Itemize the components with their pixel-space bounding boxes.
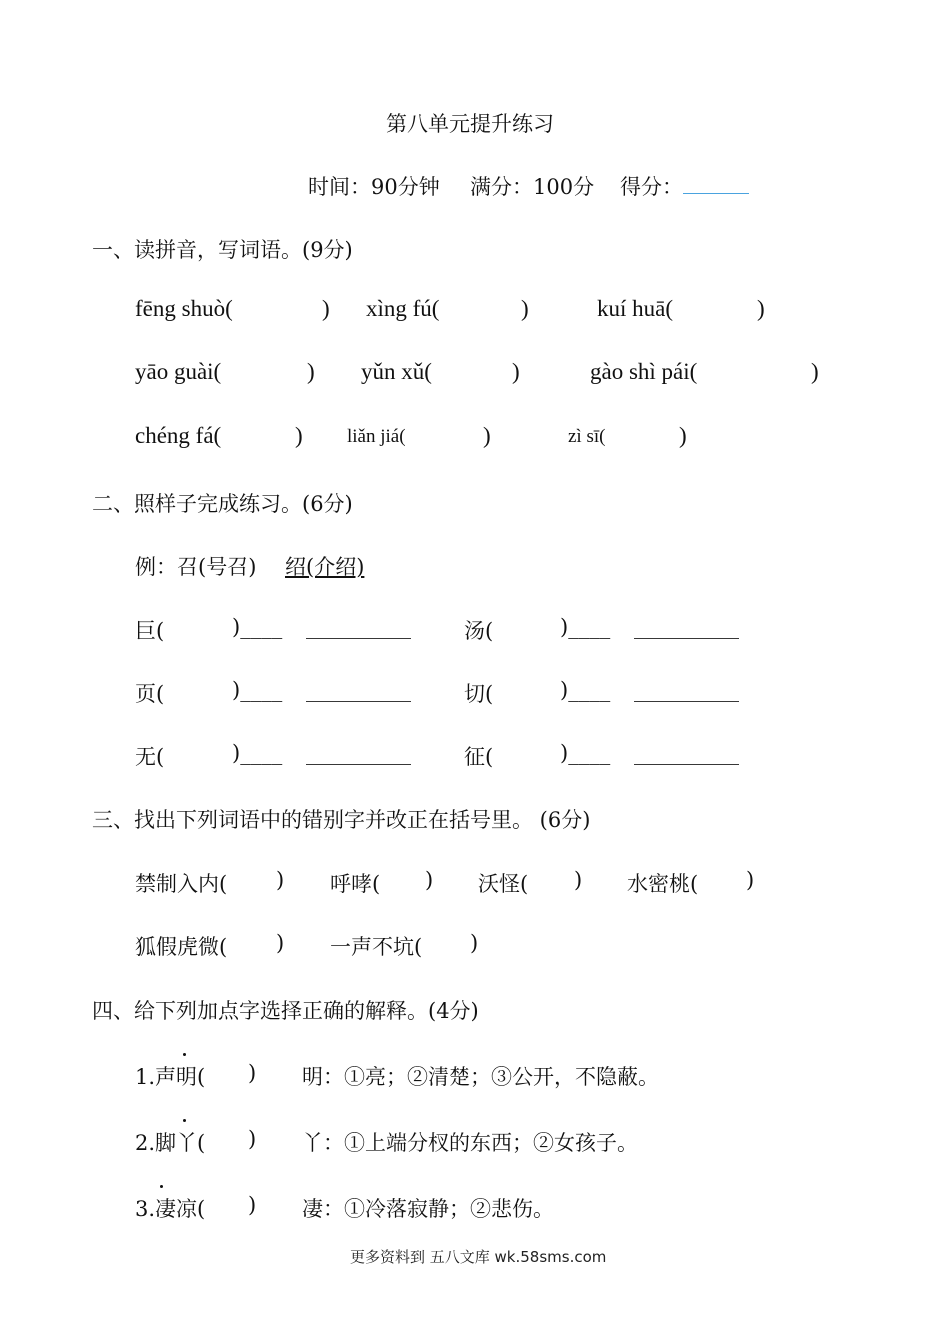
char-blank: )____ <box>232 678 283 702</box>
dotted-close: ) <box>248 1193 257 1217</box>
word-blank: __________ <box>306 678 411 702</box>
error-word: 呼哮( <box>330 872 381 896</box>
pinyin-close: ) <box>483 423 491 448</box>
pinyin-item: liǎn jiá( <box>347 426 406 447</box>
word-blank: __________ <box>634 615 739 639</box>
pinyin-close: ) <box>521 296 529 321</box>
pinyin-item: chéng fá( <box>135 423 222 448</box>
pinyin-item: xìng fú( <box>366 296 440 321</box>
word-blank: __________ <box>306 741 411 765</box>
pinyin-item: fēng shuò( <box>135 296 233 321</box>
dotted-close: ) <box>248 1127 257 1151</box>
pinyin-close: ) <box>307 359 315 384</box>
error-word: 一声不坑( <box>330 935 423 959</box>
example-answer: 绍(介绍) <box>285 555 365 579</box>
pinyin-item: kuí huā( <box>597 296 674 321</box>
meaning: 丫：①上端分杈的东西；②女孩子。 <box>302 1131 638 1155</box>
section2-heading: 二、照样子完成练习。(6分) <box>92 492 353 516</box>
pinyin-close: ) <box>512 359 520 384</box>
section4-heading: 四、给下列加点字选择正确的解释。(4分) <box>92 999 479 1023</box>
char-blank: )____ <box>560 741 611 765</box>
full-score-label: 满分：100分 <box>470 175 595 199</box>
char-blank: )____ <box>232 741 283 765</box>
score-label-text: 得分： <box>620 175 683 199</box>
pinyin-item: yǔn xǔ( <box>361 359 432 384</box>
score-label <box>620 171 749 201</box>
error-close: ) <box>470 931 479 955</box>
dotted-close: ) <box>248 1061 257 1085</box>
error-close: ) <box>276 868 285 892</box>
error-close: ) <box>425 868 434 892</box>
error-word: 狐假虎微( <box>135 935 228 959</box>
emphasis-dot <box>160 1185 163 1188</box>
pinyin-close: ) <box>757 296 765 321</box>
char-item: 页( <box>135 682 165 706</box>
pinyin-item: gào shì pái( <box>590 359 698 384</box>
pinyin-close: ) <box>322 296 330 321</box>
score-blank[interactable] <box>683 173 749 194</box>
example-prefix: 例：召(号召) <box>135 555 257 579</box>
char-item: 切( <box>464 682 494 706</box>
pinyin-close: ) <box>295 423 303 448</box>
pinyin-item: yāo guài( <box>135 359 222 384</box>
meaning: 明：①亮；②清楚；③公开，不隐蔽。 <box>302 1065 659 1089</box>
page-title: 第八单元提升练习 <box>386 112 554 136</box>
word-blank: __________ <box>306 615 411 639</box>
char-item: 汤( <box>464 619 494 643</box>
dotted-word: 2.脚丫( <box>135 1131 206 1155</box>
error-close: ) <box>276 931 285 955</box>
char-blank: )____ <box>560 678 611 702</box>
error-word: 禁制入内( <box>135 872 228 896</box>
word-blank: __________ <box>634 741 739 765</box>
section1-heading: 一、读拼音，写词语。(9分) <box>92 238 353 262</box>
time-label: 时间：90分钟 <box>308 175 440 199</box>
emphasis-dot <box>183 1119 186 1122</box>
char-blank: )____ <box>560 615 611 639</box>
char-item: 征( <box>464 745 494 769</box>
word-blank: __________ <box>634 678 739 702</box>
dotted-word: 1.声明( <box>135 1065 206 1089</box>
pinyin-item: zì sī( <box>568 426 606 447</box>
error-close: ) <box>574 868 583 892</box>
pinyin-close: ) <box>811 359 819 384</box>
char-item: 巨( <box>135 619 165 643</box>
section3-heading: 三、找出下列词语中的错别字并改正在括号里。 (6分) <box>92 808 591 832</box>
error-word: 水密桃( <box>627 872 699 896</box>
error-close: ) <box>746 868 755 892</box>
char-item: 无( <box>135 745 165 769</box>
error-word: 沃怪( <box>478 872 529 896</box>
char-blank: )____ <box>232 615 283 639</box>
pinyin-close: ) <box>679 423 687 448</box>
emphasis-dot <box>183 1053 186 1056</box>
dotted-word: 3.凄凉( <box>135 1197 206 1221</box>
meaning: 凄：①冷落寂静；②悲伤。 <box>302 1197 554 1221</box>
footer-link[interactable]: 更多资料到 五八文库 wk.58sms.com <box>350 1248 607 1266</box>
